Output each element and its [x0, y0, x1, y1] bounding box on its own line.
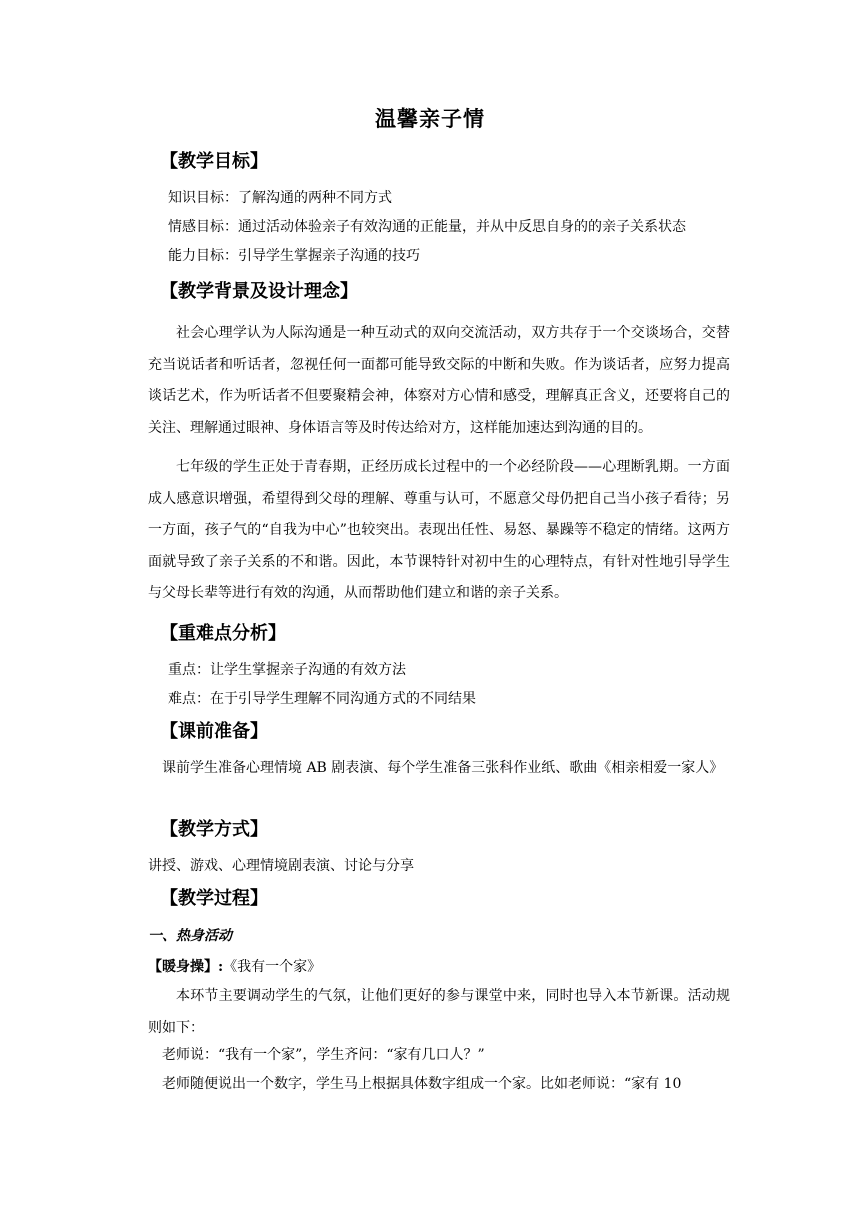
warmup-label: 【暖身操】: — [148, 959, 224, 975]
process-step-title: 一、热身活动 — [148, 928, 232, 944]
section-heading-methods: 【教学方式】 — [160, 819, 268, 840]
warmup-name: 《我有一个家》 — [223, 959, 322, 975]
warmup-rule-1: 老师说：“我有一个家”，学生齐问：“家有几口人？” — [162, 1047, 485, 1063]
goal-knowledge: 知识目标：了解沟通的两种不同方式 — [168, 190, 392, 206]
section-heading-goals: 【教学目标】 — [160, 151, 268, 172]
methods-text: 讲授、游戏、心理情境剧表演、讨论与分享 — [148, 858, 414, 874]
section-heading-process: 【教学过程】 — [160, 888, 268, 909]
document-title: 温馨亲子情 — [375, 107, 485, 131]
warmup-line — [148, 957, 321, 977]
section-heading-key-points: 【重难点分析】 — [160, 623, 286, 644]
goal-emotion: 情感目标：通过活动体验亲子有效沟通的正能量，并从中反思自身的的亲子关系状态 — [168, 219, 686, 235]
difficult-point: 难点：在于引导学生理解不同沟通方式的不同结果 — [168, 691, 476, 707]
warmup-intro: 本环节主要调动学生的气氛，让他们更好的参与课堂中来，同时也导入本节新课。活动规则如下： — [148, 988, 730, 1036]
background-paragraph-2: 七年级的学生正处于青春期，正经历成长过程中的一个必经阶段——心理断乳期。一方面成人感意识增强，希望得到父母的理解、尊重与认可，不愿意父母仍把自己当小孩子看待；另一方面，孩子气的“自我为中心”也较突出。表现出任性、易怒、暴躁等不稳定的情绪。这两方面就导致了亲子关系的不和谐。因此，本节课特针对初中生的心理特点，有针对性地引导学生与父母长辈等进行有效的沟通，从而帮助他们建立和谐的亲子关系。 — [148, 459, 730, 602]
section-heading-preparation: 【课前准备】 — [160, 721, 268, 742]
background-paragraph-1: 社会心理学认为人际沟通是一种互动式的双向交流活动，双方共存于一个交谈场合，交替充当说话者和听话者，忽视任何一面都可能导致交际的中断和失败。作为谈话者，应努力提高谈话艺术，作为听话者不但要聚精会神，体察对方心情和感受，理解真正含义，还要将自己的关注、理解通过眼神、身体语言等及时传达给对方，这样能加速达到沟通的目的。 — [148, 325, 730, 436]
key-point: 重点：让学生掌握亲子沟通的有效方法 — [168, 662, 406, 678]
warmup-rule-2: 老师随便说出一个数字，学生马上根据具体数字组成一个家。比如老师说：“家有 10 — [162, 1076, 682, 1092]
section-heading-background: 【教学背景及设计理念】 — [160, 281, 358, 302]
preparation-text: 课前学生准备心理情境 AB 剧表演、每个学生准备三张科作业纸、歌曲《相亲相爱一家人》 — [162, 760, 724, 776]
goal-ability: 能力目标：引导学生掌握亲子沟通的技巧 — [168, 248, 420, 264]
